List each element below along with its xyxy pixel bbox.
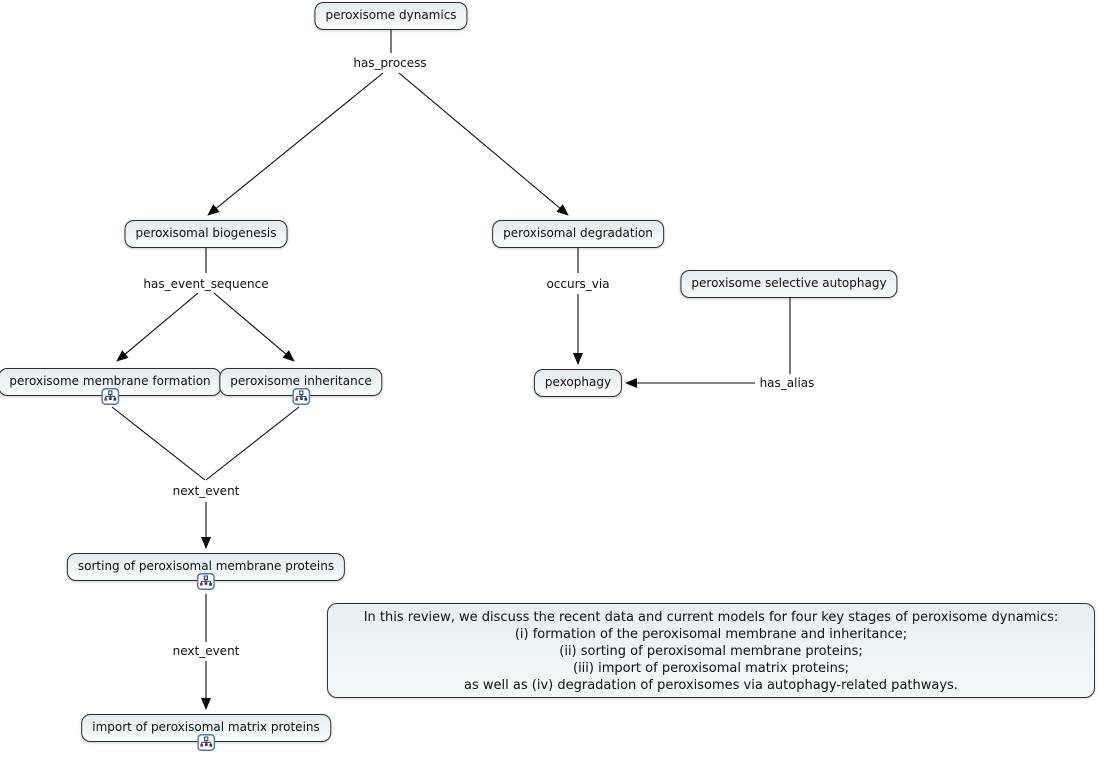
link-label-occurs-via[interactable]: occurs_via <box>543 277 612 291</box>
node-label: peroxisome dynamics <box>325 8 457 22</box>
node-import-of-peroxisomal-matrix-proteins[interactable] <box>81 714 331 742</box>
node-label: peroxisomal degradation <box>503 226 653 240</box>
annotation-line: (ii) sorting of peroxisomal membrane proteins; <box>559 643 863 659</box>
node-peroxisomal-degradation[interactable] <box>492 220 664 248</box>
node-pexophagy[interactable] <box>534 369 622 397</box>
annotation-line: as well as (iv) degradation of peroxisomes via autophagy-related pathways. <box>464 677 958 693</box>
submap-icon[interactable] <box>292 388 310 405</box>
node-peroxisomal-biogenesis[interactable] <box>125 220 288 248</box>
submap-icon[interactable] <box>101 388 119 405</box>
link-label-next-event-2[interactable]: next_event <box>170 644 243 658</box>
node-label: peroxisome membrane formation <box>9 374 211 388</box>
node-sorting-of-peroxisomal-membrane-proteins[interactable] <box>67 553 345 581</box>
link-label-has-alias[interactable]: has_alias <box>757 376 818 390</box>
node-peroxisome-inheritance[interactable] <box>219 368 382 396</box>
review-annotation-box[interactable] <box>327 603 1095 698</box>
node-peroxisome-selective-autophagy[interactable] <box>680 270 897 298</box>
node-label: sorting of peroxisomal membrane proteins <box>77 559 335 573</box>
link-label-next-event-1[interactable]: next_event <box>170 484 243 498</box>
node-label: peroxisomal biogenesis <box>135 226 277 240</box>
annotation-line: (i) formation of the peroxisomal membrane and inheritance; <box>514 626 908 642</box>
annotation-line: In this review, we discuss the recent data and current models for four key stages of peroxisome dynamics: <box>363 610 1059 625</box>
link-label-has-event-sequence[interactable]: has_event_sequence <box>140 277 271 291</box>
submap-icon[interactable] <box>197 734 215 751</box>
node-label: peroxisome inheritance <box>230 374 372 388</box>
node-label: import of peroxisomal matrix proteins <box>92 720 320 734</box>
annotation-line: (iii) import of peroxisomal matrix proteins; <box>573 660 849 676</box>
submap-icon[interactable] <box>197 573 215 590</box>
node-peroxisome-dynamics[interactable] <box>314 2 467 30</box>
node-peroxisome-membrane-formation[interactable] <box>0 368 222 396</box>
link-label-has-process[interactable]: has_process <box>350 56 429 70</box>
node-label: peroxisome selective autophagy <box>691 276 887 290</box>
node-label: pexophagy <box>544 375 612 389</box>
